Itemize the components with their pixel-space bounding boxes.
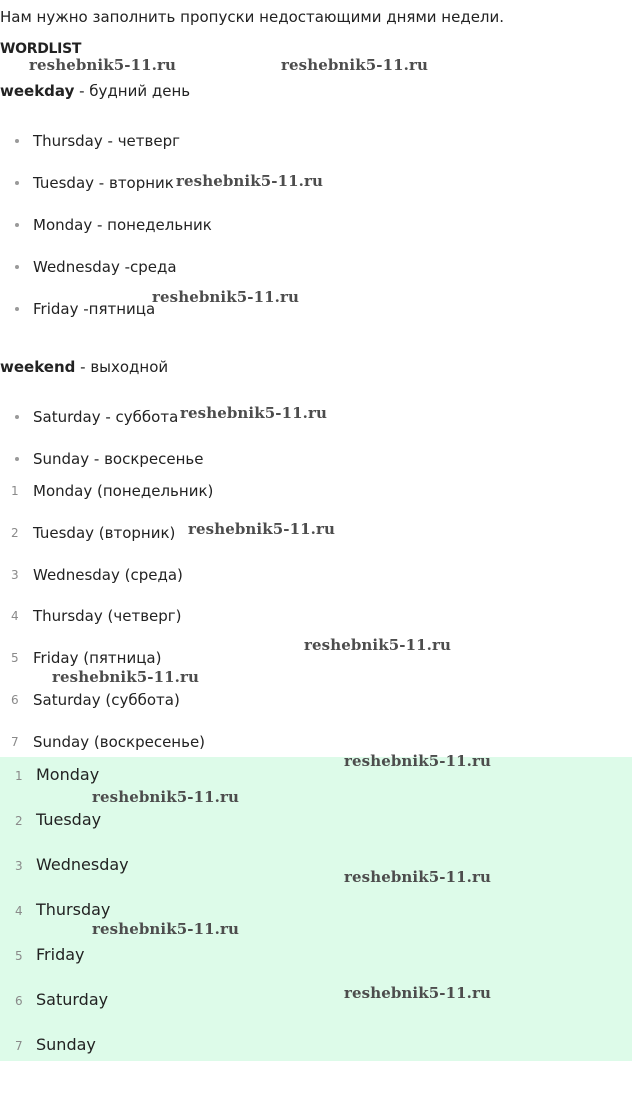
watermark: reshebnik5-11.ru <box>176 172 323 190</box>
weekend-term: weekend <box>0 358 76 376</box>
item-number: 6 <box>15 994 23 1008</box>
item-number: 3 <box>15 859 23 873</box>
item-number: 5 <box>15 949 23 963</box>
bullet-icon <box>15 415 19 419</box>
item-number: 7 <box>15 1039 23 1053</box>
watermark: reshebnik5-11.ru <box>52 668 199 686</box>
bullet-icon <box>15 457 19 461</box>
item-number: 1 <box>15 769 23 783</box>
item-number: 4 <box>15 904 23 918</box>
watermark: reshebnik5-11.ru <box>29 56 176 74</box>
bullet-icon <box>15 181 19 185</box>
wordlist-heading: WORDLIST <box>0 41 82 57</box>
watermark: reshebnik5-11.ru <box>281 56 428 74</box>
weekday-term: weekday <box>0 82 75 100</box>
watermark: reshebnik5-11.ru <box>92 920 239 938</box>
bullet-icon <box>15 139 19 143</box>
item-number: 5 <box>11 651 19 665</box>
watermark: reshebnik5-11.ru <box>344 752 491 770</box>
item-number: 4 <box>11 609 19 623</box>
intro-text: Нам нужно заполнить пропуски недостающими днями недели. <box>0 8 505 26</box>
watermark: reshebnik5-11.ru <box>152 288 299 306</box>
weekday-definition <box>0 81 190 101</box>
watermark: reshebnik5-11.ru <box>180 404 327 422</box>
bullet-icon <box>15 223 19 227</box>
watermark: reshebnik5-11.ru <box>344 984 491 1002</box>
watermark: reshebnik5-11.ru <box>344 868 491 886</box>
item-number: 7 <box>11 735 19 749</box>
watermark: reshebnik5-11.ru <box>188 520 335 538</box>
item-number: 2 <box>11 526 19 540</box>
watermark: reshebnik5-11.ru <box>92 788 239 806</box>
item-number: 3 <box>11 568 19 582</box>
bullet-icon <box>15 265 19 269</box>
weekend-definition <box>0 357 168 377</box>
answer-box: 1 Monday 2 Tuesday 3 Wednesday 4 Thursday 5 Friday 6 Saturday 7 Sunday <box>0 757 632 1061</box>
weekend-meaning: - выходной <box>75 358 169 376</box>
watermark: reshebnik5-11.ru <box>304 636 451 654</box>
item-number: 1 <box>11 484 19 498</box>
weekday-meaning: - будний день <box>74 82 191 100</box>
bullet-icon <box>15 307 19 311</box>
item-number: 6 <box>11 693 19 707</box>
item-number: 2 <box>15 814 23 828</box>
